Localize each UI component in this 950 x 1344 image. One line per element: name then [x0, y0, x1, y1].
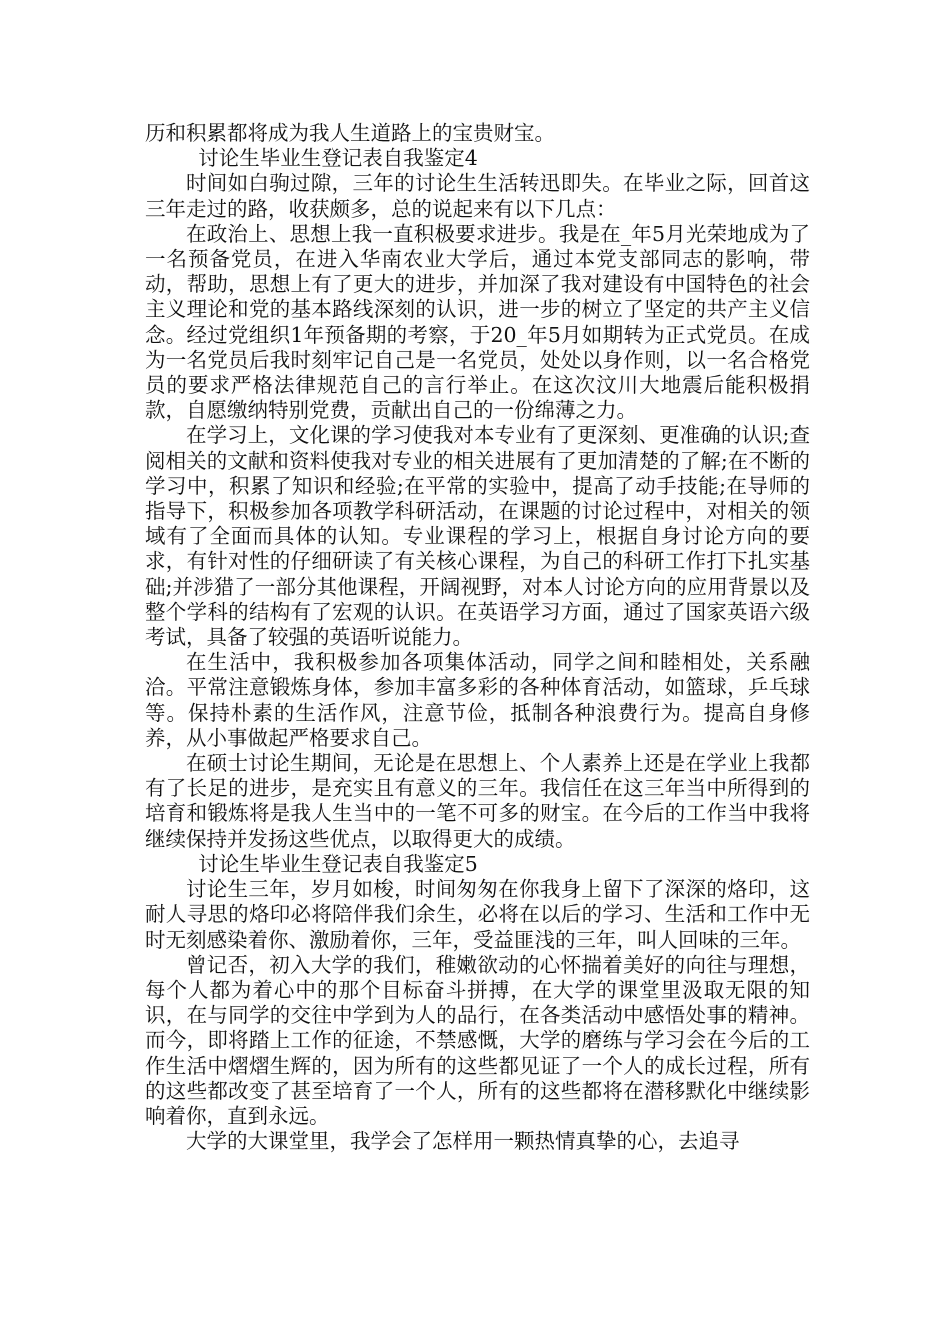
section-heading-5: 讨论生毕业生登记表自我鉴定5 [198, 851, 478, 876]
paragraph-intro-4: 时间如白驹过隙，三年的讨论生生活转迅即失。在毕业之际，回首这三年走过的路，收获颇多，总的说起来有以下几点： [145, 171, 810, 221]
paragraph-study: 在学习上，文化课的学习使我对本专业有了更深刻、更准确的认识;查阅相关的文献和资料使我对专业的相关进展有了更加清楚的了解;在不断的学习中，积累了知识和经验;在平常的实验中，提高了动手技能;在导师的指导下，积极参加各项教学科研活动，在课题的讨论过程中，对相关的领域有了全面而具体的认知。专业课程的学习上，根据自身讨论方向的要求，有针对性的仔细研读了有关核心课程，为自己的科研工作打下扎实基础;并涉猎了一部分其他课程，开阔视野，对本人讨论方向的应用背景以及整个学科的结构有了宏观的认识。在英语学习方面，通过了国家英语六级考试，具备了较强的英语听说能力。 [145, 423, 810, 650]
paragraph-intro-5: 讨论生三年，岁月如梭，时间匆匆在你我身上留下了深深的烙印，这耐人寻思的烙印必将陪伴我们余生，必将在以后的学习、生活和工作中无时无刻感染着你、激励着你，三年，受益匪浅的三年，叫人回味的三年。 [145, 877, 810, 952]
paragraph-politics: 在政治上、思想上我一直积极要求进步。我是在_年5月光荣地成为了一名预备党员，在进入华南农业大学后，通过本党支部同志的影响，带动，帮助，思想上有了更大的进步，并加深了我对建设有中国特色的社会主义理论和党的基本路线深刻的认识，进一步的树立了坚定的共产主义信念。经过党组织1年预备期的考察，于20_年5月如期转为正式党员。在成为一名党员后我时刻牢记自己是一名党员，处处以身作则，以一名合格党员的要求严格法律规范自己的言行举止。在这次汶川大地震后能积极捐款，自愿缴纳特别党费，贡献出自己的一份绵薄之力。 [145, 221, 810, 423]
document-body [145, 121, 810, 1154]
paragraph-classroom: 大学的大课堂里，我学会了怎样用一颗热情真挚的心，去追寻 [186, 1129, 740, 1154]
section-heading-4: 讨论生毕业生登记表自我鉴定4 [198, 146, 478, 171]
paragraph-continuation: 历和积累都将成为我人生道路上的宝贵财宝。 [145, 121, 555, 145]
paragraph-memories: 曾记否，初入大学的我们，稚嫩欲动的心怀揣着美好的向往与理想，每个人都为着心中的那个目标奋斗拼搏，在大学的课堂里汲取无限的知识，在与同学的交往中学到为人的品行，在各类活动中感悟处事的精神。而今，即将踏上工作的征途，不禁感慨，大学的磨练与学习会在今后的工作生活中熠熠生辉的，因为所有的这些都见证了一个人的成长过程，所有的这些都改变了甚至培育了一个人，所有的这些都将在潜移默化中继续影响着你，直到永远。 [145, 952, 810, 1128]
paragraph-summary-4: 在硕士讨论生期间，无论是在思想上、个人素养上还是在学业上我都有了长足的进步，是充实且有意义的三年。我信任在这三年当中所得到的培育和锻炼将是我人生当中的一笔不可多的财宝。在今后的工作当中我将继续保持并发扬这些优点，以取得更大的成绩。 [145, 751, 810, 851]
paragraph-life: 在生活中，我积极参加各项集体活动，同学之间和睦相处，关系融洽。平常注意锻炼身体，参加丰富多彩的各种体育活动，如篮球，乒乓球等。保持朴素的生活作风，注意节俭，抵制各种浪费行为。提高自身修养，从小事做起严格要求自己。 [145, 650, 810, 750]
